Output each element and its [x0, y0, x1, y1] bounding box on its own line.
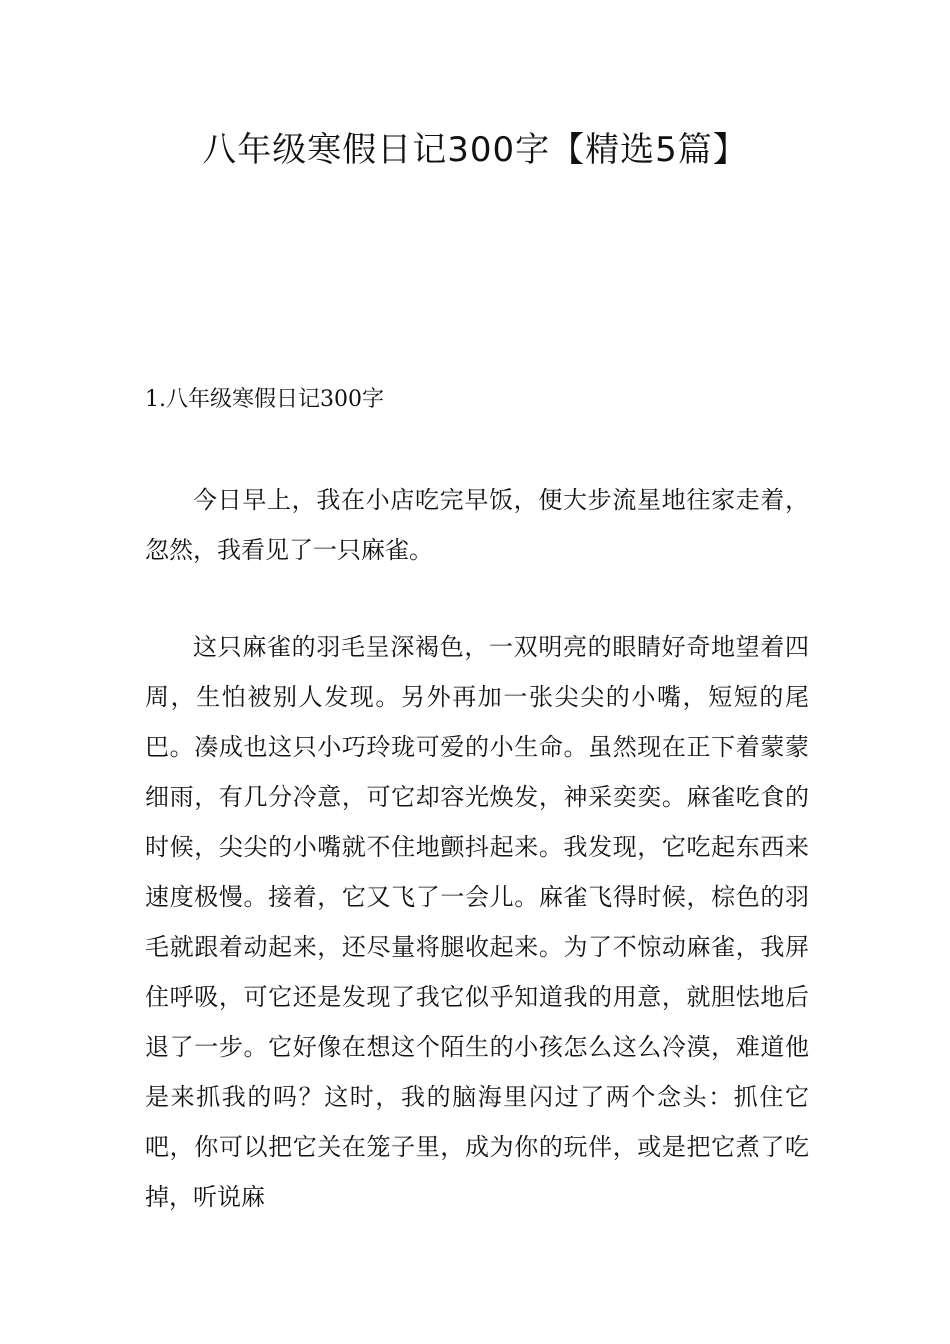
- section-heading: 1.八年级寒假日记300字: [145, 387, 384, 412]
- paragraph-2: 这只麻雀的羽毛呈深褐色，一双明亮的眼睛好奇地望着四周，生怕被别人发现。另外再加一张尖尖的小嘴，短短的尾巴。凑成也这只小巧玲珑可爱的小生命。虽然现在正下着蒙蒙细雨，有几分冷意，可它却容光焕发，神采奕奕。麻雀吃食的时候，尖尖的小嘴就不住地颤抖起来。我发现，它吃起东西来速度极慢。接着，它又飞了一会儿。麻雀飞得时候，棕色的羽毛就跟着动起来，还尽量将腿收起来。为了不惊动麻雀，我屏住呼吸，可它还是发现了我它似乎知道我的用意，就胆怯地后退了一步。它好像在想这个陌生的小孩怎么这么冷漠，难道他是来抓我的吗？这时，我的脑海里闪过了两个念头：抓住它吧，你可以把它关在笼子里，成为你的玩伴，或是把它煮了吃掉，听说麻: [145, 633, 809, 1211]
- paragraph-1: 今日早上，我在小店吃完早饭，便大步流星地往家走着，忽然，我看见了一只麻雀。: [145, 486, 809, 564]
- document-title: 八年级寒假日记300字【精选5篇】: [202, 130, 748, 170]
